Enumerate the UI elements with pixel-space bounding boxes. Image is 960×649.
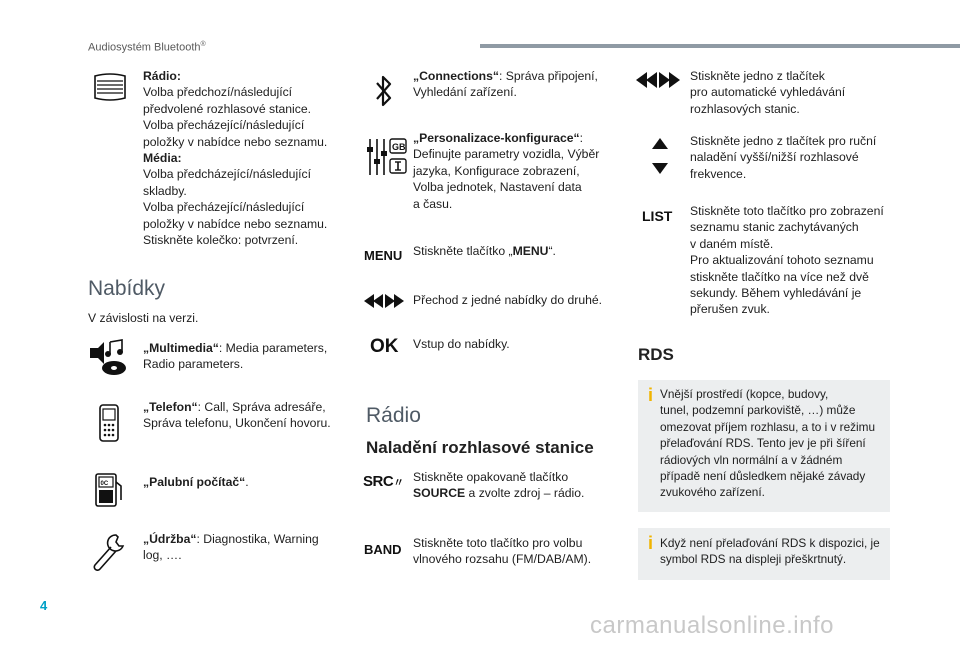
band-button-description: Stiskněte toto tlačítko pro volbu vlnového rozsahu (FM/DAB/AM). xyxy=(413,536,592,567)
up-down-arrows-icon xyxy=(652,138,668,174)
left-right-arrows-icon xyxy=(364,294,404,308)
source-button-description: Stiskněte opakovaně tlačítko SOURCE a zvolte zdroj – rádio. xyxy=(413,470,585,501)
settings-sliders-icon xyxy=(366,137,408,177)
section-title-nabidky: Nabídky xyxy=(88,277,166,300)
info-icon: i xyxy=(648,385,654,405)
radio-text: Volba předchozí/následující předvolené rozhlasové stanice. Volba přecházející/následující položky v nabídce nebo seznamu. xyxy=(143,85,328,149)
ok-button-icon: OK xyxy=(370,336,399,357)
menu-item-palubni-pocitac: „Palubní počítač“. xyxy=(143,475,249,489)
media-heading: Média: xyxy=(143,151,182,166)
menu-item-udrzba: „Údržba“: Diagnostika, Warning log, …. xyxy=(143,532,319,563)
watermark: carmanualsonline.info xyxy=(590,612,834,639)
multimedia-icon xyxy=(88,338,128,376)
menu-item-telefon: „Telefon“: Call, Správa adresáře, Správa telefonu, Ukončení hovoru. xyxy=(143,400,331,431)
svg-text:0C: 0C xyxy=(100,481,109,487)
section-intro: V závislosti na verzi. xyxy=(88,311,199,325)
page-number: 4 xyxy=(40,598,48,613)
header-rule xyxy=(480,44,960,48)
phone-icon xyxy=(98,403,120,443)
seek-arrows-icon xyxy=(636,72,680,88)
menu-item-personalizace: „Personalizace-konfigurace“: Definujte parametry vozidla, Výběr jazyka, Konfigurace zobrazení, Volba jednotek, Nastavení data a času. xyxy=(413,131,600,211)
trip-computer-icon xyxy=(94,472,124,508)
radio-heading: Rádio: xyxy=(143,69,181,83)
section-title-radio: Rádio xyxy=(366,404,421,427)
menu-button-description: Stiskněte tlačítko „MENU“. xyxy=(413,244,556,258)
page-header-title: Audiosystém Bluetooth® xyxy=(88,41,206,54)
section-title-rds: RDS xyxy=(638,345,674,364)
bluetooth-icon xyxy=(374,74,394,108)
menu-item-multimedia: „Multimedia“: Media parameters, Radio parameters. xyxy=(143,341,328,372)
info-box-reception xyxy=(638,380,890,512)
band-button-icon: BAND xyxy=(364,542,402,557)
list-button-icon: LIST xyxy=(642,208,673,224)
subsection-title-naladeni: Naladění rozhlasové stanice xyxy=(366,438,594,457)
scroll-wheel-icon xyxy=(92,72,128,102)
info-text-reception: Vnější prostředí (kopce, budovy, tunel, podzemní parkoviště, …) může omezovat příjem rozhlasu, a to i v režimu přelaďování RDS. Tento jev je při šíření rádiových vln normální a v žádném případě není důsledkem nějaké závady zvukového zařízení. xyxy=(660,387,876,500)
info-icon: i xyxy=(648,533,654,553)
list-button-description: Stiskněte toto tlačítko pro zobrazení seznamu stanic zachytávaných v daném místě. Pro aktualizování tohoto seznamu stiskněte tlačítko na více než dvě sekundy. Během vyhledávání je přerušen zvuk. xyxy=(690,204,884,317)
info-box-rds-unavailable xyxy=(638,528,890,580)
menu-item-connections: „Connections“: Správa připojení, Vyhledání zařízení. xyxy=(413,69,598,100)
source-button-icon: SRC〃 xyxy=(363,473,404,490)
media-text: Volba předcházející/následující skladby. Volba přecházející/následující položky v nabídce nebo seznamu. Stiskněte kolečko: potvrzení. xyxy=(143,167,328,248)
menu-button-icon: MENU xyxy=(364,248,403,263)
wrench-icon xyxy=(92,533,126,573)
radio-media-description xyxy=(143,68,343,248)
info-text-rds-unavailable: Když není přelaďování RDS k dispozici, je symbol RDS na displeji přeškrtnutý. xyxy=(660,536,880,567)
manual-tuning-description: Stiskněte jedno z tlačítek pro ruční naladění vyšší/nižší rozhlasové frekvence. xyxy=(690,134,877,181)
seek-description: Stiskněte jedno z tlačítek pro automatické vyhledávání rozhlasových stanic. xyxy=(690,69,846,116)
arrows-description: Přechod z jedné nabídky do druhé. xyxy=(413,293,603,307)
svg-text:GB: GB xyxy=(392,142,406,152)
ok-button-description: Vstup do nabídky. xyxy=(413,337,510,351)
